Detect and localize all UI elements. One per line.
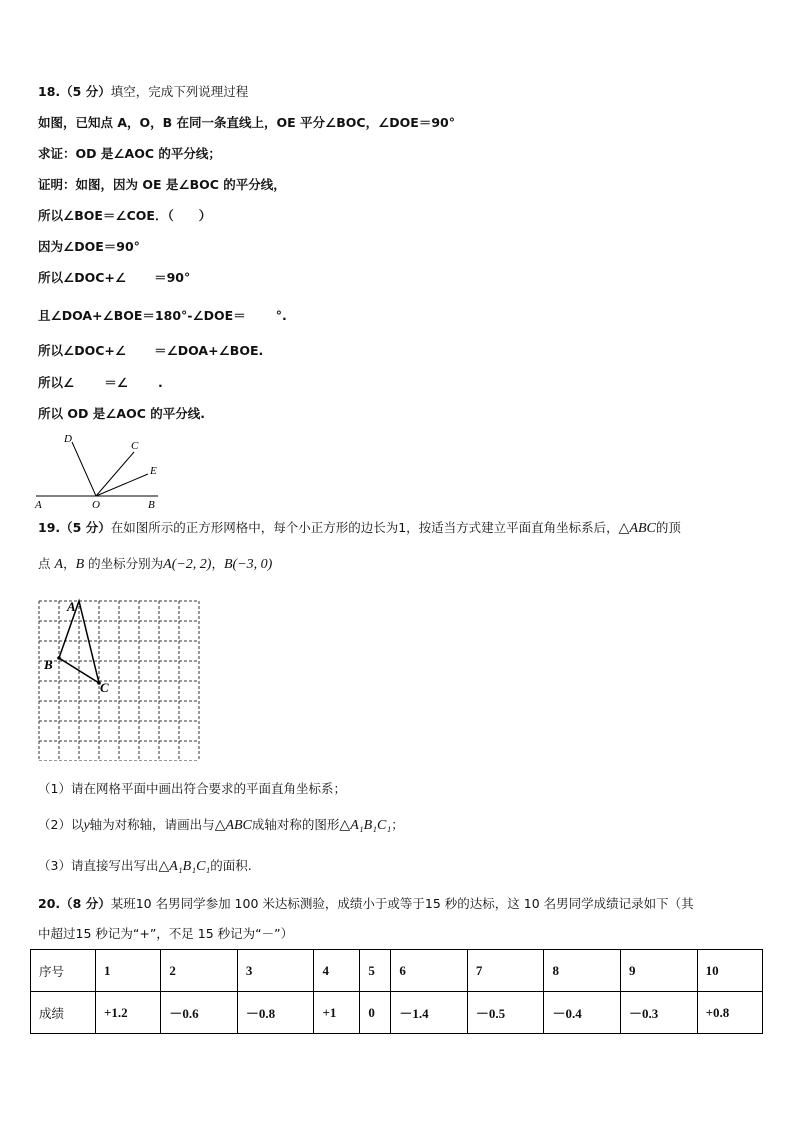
q19-part-3a: （3）请直接写出写出 xyxy=(38,858,159,873)
grid-label-c: C xyxy=(100,680,109,695)
q18-number: 18.（5 分） xyxy=(38,84,111,99)
table-cell: －0.4 xyxy=(544,992,621,1034)
q18-proof-line-6 xyxy=(38,343,263,359)
q19-text-1: 在如图所示的正方形网格中，每个小正方形的边长为1，按适当方式建立平面直角坐标系后， xyxy=(110,520,619,535)
q20-number: 20.（8 分） xyxy=(38,896,111,911)
q19-text-2a: 点 xyxy=(38,556,51,571)
q18-proof-line-7 xyxy=(38,375,163,391)
q18-header xyxy=(38,84,248,100)
table-cell: 8 xyxy=(544,950,621,992)
dashed-grid xyxy=(39,601,199,761)
table-cell: －1.4 xyxy=(391,992,468,1034)
q18-proof-6b: ＝∠DOA+∠BOE. xyxy=(154,343,264,358)
q19-number: 19.（5 分） xyxy=(38,520,111,535)
q19-part-2-tri: △ABC xyxy=(214,818,252,833)
q18-title: 填空，完成下列说理过程 xyxy=(110,84,249,99)
q18-proof-line-5 xyxy=(38,308,287,324)
q20-text-1: 某班10 名男同学参加 100 米达标测验，成绩小于或等于15 秒的达标，这 10 名男同学成绩记录如下（其 xyxy=(110,896,694,911)
q19-part-2b: 轴为对称轴，请画出与 xyxy=(89,817,215,832)
grid-label-a: A xyxy=(67,599,76,614)
q18-prove: 求证：OD 是∠AOC 的平分线； xyxy=(38,146,221,161)
q19-grid-figure xyxy=(38,595,206,761)
q18-proof-5a: 且∠DOA+∠BOE＝180°-∠DOE＝ xyxy=(38,308,246,323)
table-cell: －0.6 xyxy=(161,992,238,1034)
q19-line-2 xyxy=(38,556,272,573)
table-cell: －0.8 xyxy=(237,992,314,1034)
q20-score-table xyxy=(30,949,763,1034)
q19-text-2b: 的坐标分别为 xyxy=(88,556,164,571)
table-cell: 2 xyxy=(161,950,238,992)
q19-part-2-tri1: △A₁B₁C₁ xyxy=(339,818,392,833)
q19-sep-2: ， xyxy=(211,556,224,571)
q19-part-2c: 成轴对称的图形 xyxy=(251,817,340,832)
q18-proof-line-1: 证明：如图，因为 OE 是∠BOC 的平分线， xyxy=(38,177,286,192)
ray-oc xyxy=(96,452,134,496)
table-cell: +0.8 xyxy=(697,992,762,1034)
q18-proof-line-8: 所以 OD 是∠AOC 的平分线. xyxy=(38,406,205,421)
q19-part-2 xyxy=(38,817,404,834)
table-cell: 0 xyxy=(360,992,391,1034)
table-cell: －0.5 xyxy=(467,992,544,1034)
point-b xyxy=(57,656,61,660)
table-cell: 1 xyxy=(96,950,161,992)
q19-line-1 xyxy=(38,520,681,537)
label-a: A xyxy=(35,499,42,511)
q19-part-1: （1）请在网格平面中画出符合要求的平面直角坐标系； xyxy=(38,781,346,796)
table-cell: 6 xyxy=(391,950,468,992)
q19-coord-b: B(−3, 0) xyxy=(223,557,273,572)
q19-part-2d: ； xyxy=(391,817,404,832)
q18-proof-line-3: 因为∠DOE＝90° xyxy=(38,239,140,254)
q19-triangle: △ABC xyxy=(618,521,656,536)
q19-text-1-end: 的顶 xyxy=(655,520,681,535)
label-o: O xyxy=(92,499,100,511)
q19-point-a: A xyxy=(54,557,64,572)
table-cell: 9 xyxy=(621,950,698,992)
table-cell: 5 xyxy=(360,950,391,992)
q18-proof-7a: 所以∠ xyxy=(38,375,75,390)
q18-proof-7b: ＝∠ xyxy=(104,375,128,390)
label-b: B xyxy=(148,499,155,511)
table-row-scores xyxy=(31,992,763,1034)
q18-angle-figure xyxy=(30,430,170,512)
q20-line-1 xyxy=(38,896,694,912)
q18-proof-4a: 所以∠DOC+∠ xyxy=(38,270,127,285)
table-row-ids xyxy=(31,950,763,992)
q18-given: 如图，已知点 A，O，B 在同一条直线上，OE 平分∠BOC，∠DOE＝90° xyxy=(38,115,455,130)
q20-line-2: 中超过15 秒记为“+”，不足 15 秒记为“－”） xyxy=(38,926,294,941)
q19-part-2-axis: y xyxy=(83,818,90,833)
row-header-score: 成绩 xyxy=(31,992,96,1034)
table-cell: 7 xyxy=(467,950,544,992)
q19-coord-a: A(−2, 2) xyxy=(163,557,212,572)
q18-proof-5b: °. xyxy=(275,308,287,323)
q18-proof-7c: . xyxy=(157,375,163,390)
table-cell: 3 xyxy=(237,950,314,992)
table-cell: －0.3 xyxy=(621,992,698,1034)
q19-part-3 xyxy=(38,858,252,875)
ray-oe xyxy=(96,474,148,496)
q18-proof-line-4 xyxy=(38,270,190,286)
grid-label-b: B xyxy=(44,657,53,672)
label-d: D xyxy=(64,433,72,445)
q19-part-3-tri1: △A₁B₁C₁ xyxy=(158,859,211,874)
table-cell: 4 xyxy=(314,950,360,992)
q18-proof-4b: ＝90° xyxy=(154,270,191,285)
table-cell: +1.2 xyxy=(96,992,161,1034)
row-header-id: 序号 xyxy=(31,950,96,992)
ray-od xyxy=(72,442,96,496)
table-cell: 10 xyxy=(697,950,762,992)
table-cell: +1 xyxy=(314,992,360,1034)
label-e: E xyxy=(150,465,157,477)
q19-part-2a: （2）以 xyxy=(38,817,84,832)
q19-point-b: B xyxy=(75,557,85,572)
q18-proof-line-2: 所以∠BOE＝∠COE．（ ） xyxy=(38,208,212,223)
q19-part-3b: 的面积. xyxy=(210,858,252,873)
q18-proof-6a: 所以∠DOC+∠ xyxy=(38,343,127,358)
label-c: C xyxy=(131,440,139,452)
q19-sep-1: ， xyxy=(63,556,76,571)
